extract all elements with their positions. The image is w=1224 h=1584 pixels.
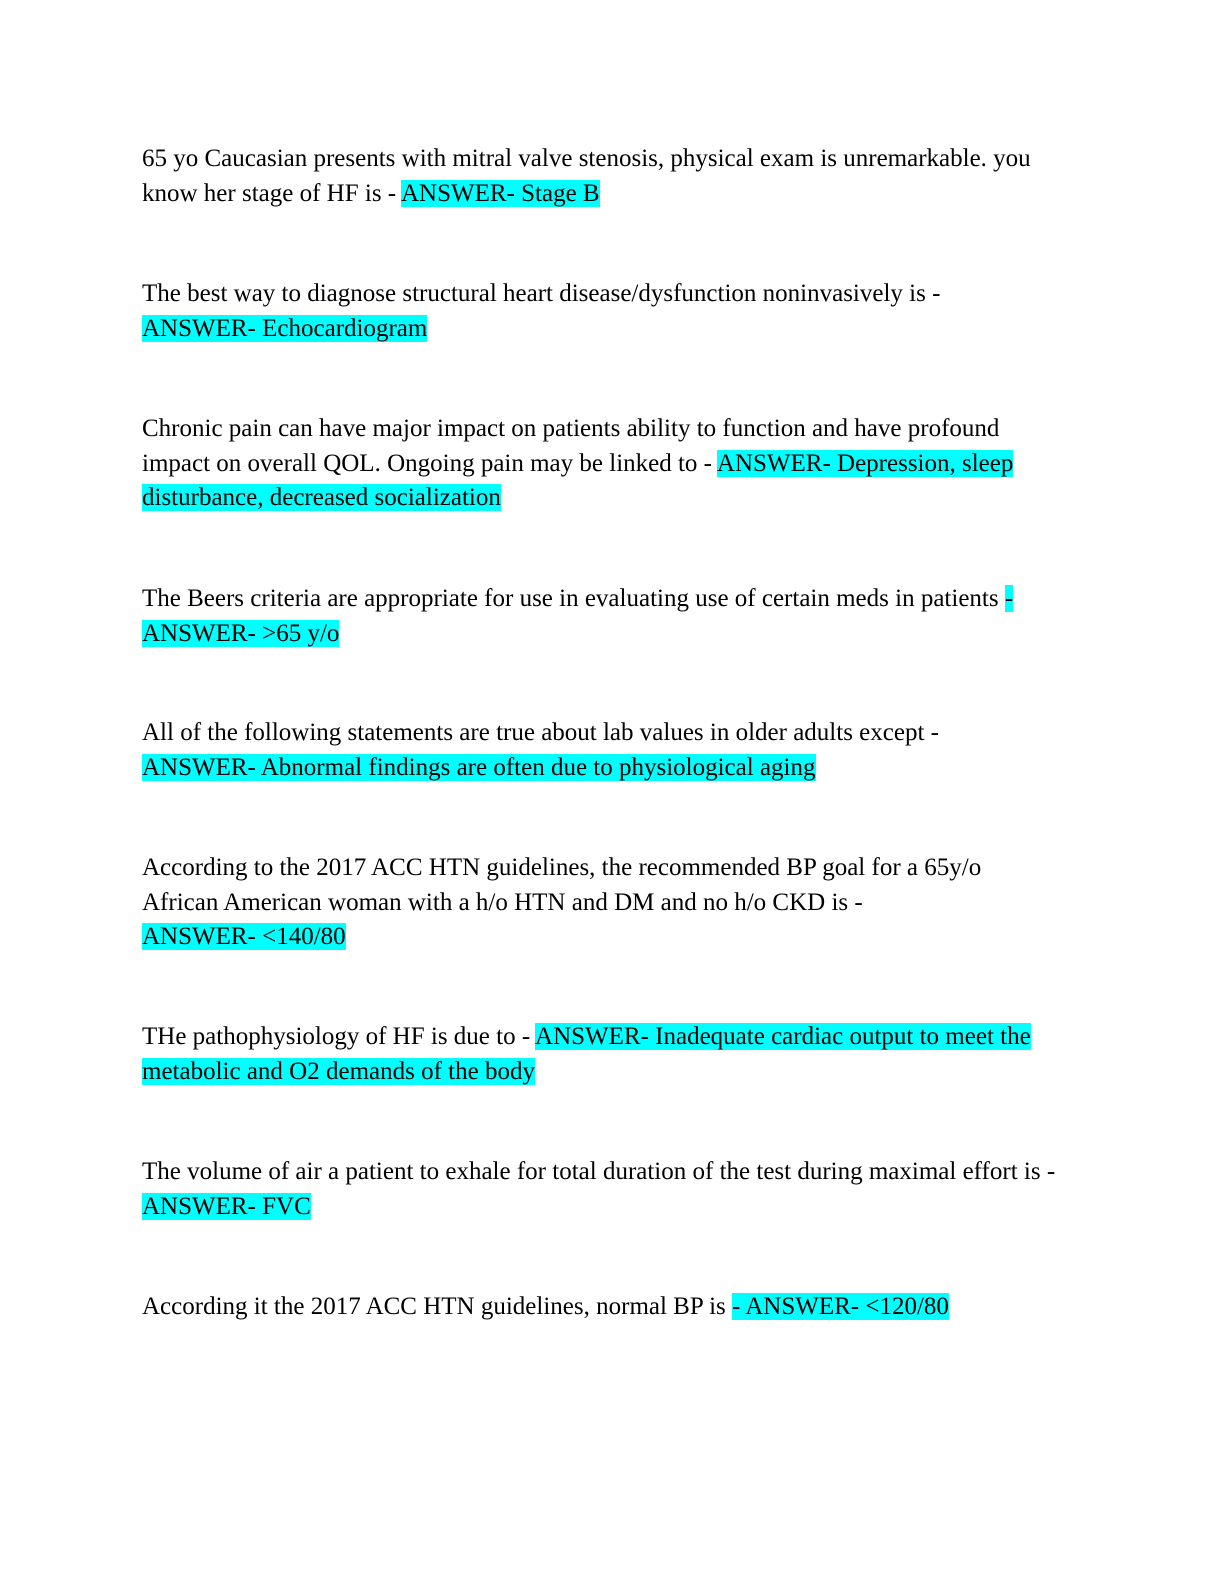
qa-item [142, 142, 1062, 211]
question-text: The Beers criteria are appropriate for use in evaluating use of certain meds in patients [142, 585, 1005, 612]
answer-text: - ANSWER- <120/80 [732, 1293, 949, 1320]
answer-text: ANSWER- Stage B [401, 179, 600, 207]
qa-item [142, 716, 1062, 785]
qa-item [142, 851, 1062, 955]
qa-item [142, 1155, 1062, 1224]
qa-item [142, 1020, 1062, 1089]
answer-text: ANSWER- <140/80 [142, 923, 346, 950]
answer-text: ANSWER- Abnormal findings are often due to physiological aging [142, 753, 816, 781]
question-text: According it the 2017 ACC HTN guidelines, normal BP is [142, 1293, 733, 1320]
question-text: The best way to diagnose structural heart disease/dysfunction noninvasively is - [142, 280, 941, 307]
answer-text: ANSWER- FVC [142, 1192, 311, 1220]
answer-text: ANSWER- Echocardiogram [142, 314, 428, 342]
qa-item [142, 412, 1062, 516]
question-text: The volume of air a patient to exhale for total duration of the test during maximal effort is - [142, 1158, 1056, 1185]
qa-item [142, 277, 1062, 346]
answer-text: ANSWER- Depression, sleep disturbance, decreased socialization [142, 449, 1014, 511]
answer-text: - ANSWER- >65 y/o [142, 585, 1014, 647]
question-text: THe pathophysiology of HF is due to - [142, 1023, 536, 1050]
question-text: All of the following statements are true about lab values in older adults except - [142, 719, 939, 746]
question-text: According to the 2017 ACC HTN guidelines, the recommended BP goal for a 65y/o African American woman with a h/o HTN and DM and no h/o CKD is - [142, 854, 982, 916]
answer-text: ANSWER- Inadequate cardiac output to meet the metabolic and O2 demands of the body [142, 1023, 1031, 1085]
question-text: 65 yo Caucasian presents with mitral valve stenosis, physical exam is unremarkable. you know her stage of HF is - [142, 145, 1031, 207]
qa-item [142, 582, 1062, 651]
question-text: Chronic pain can have major impact on patients ability to function and have profound impact on overall QOL. Ongoing pain may be linked to - [142, 415, 1000, 477]
qa-item [142, 1290, 1062, 1325]
